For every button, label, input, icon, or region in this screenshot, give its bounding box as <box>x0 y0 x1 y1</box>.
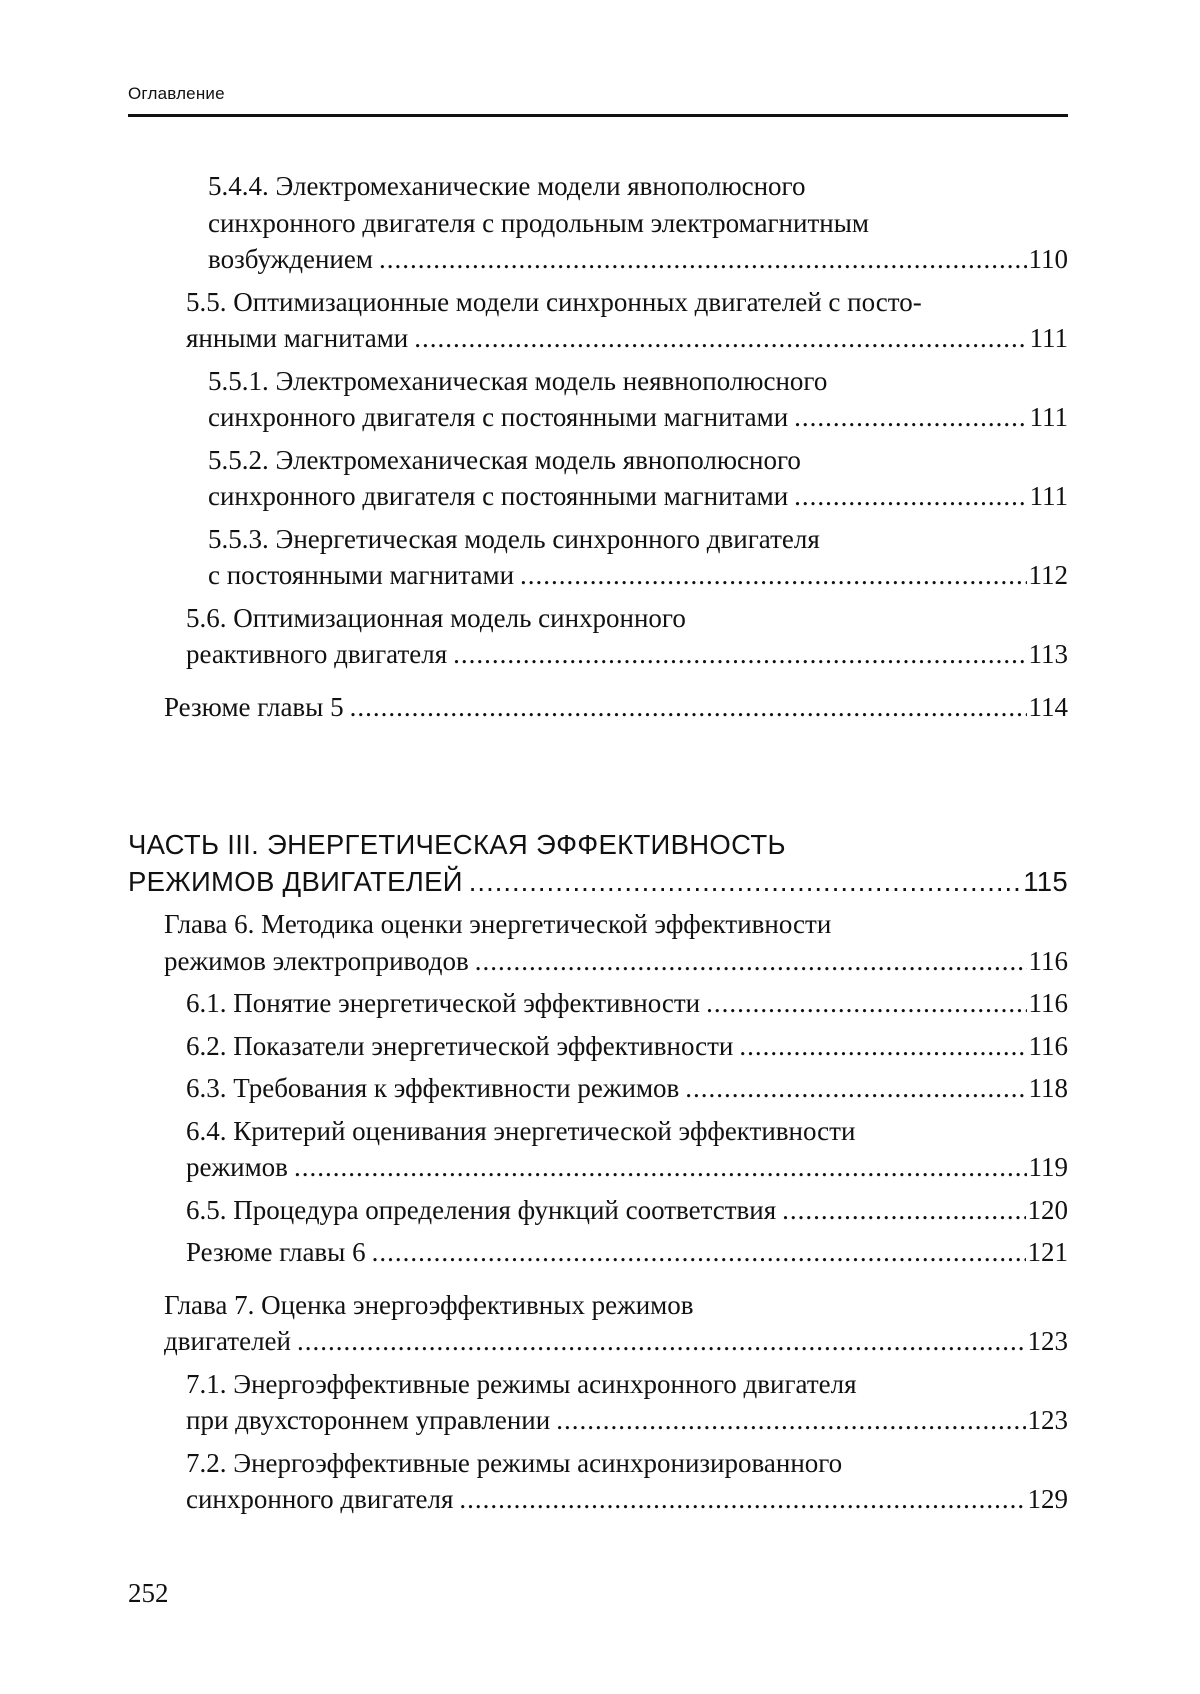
toc-entry-title-line: 7.2. Энергоэффективные режимы асинхронизированного <box>186 1447 843 1478</box>
toc-entry-title-last: 6.1. Понятие энергетической эффективности <box>186 988 701 1018</box>
toc-entry-7-2[interactable] <box>128 1445 1068 1518</box>
toc-entry-title-line: 5.5.2. Электромеханическая модель явнополюсного <box>208 444 801 475</box>
toc-entry-5-5[interactable] <box>128 284 1068 357</box>
dot-leader <box>294 1149 1027 1186</box>
toc-entry-6-4[interactable] <box>128 1113 1068 1186</box>
toc-page-number: 118 <box>1028 1073 1068 1103</box>
toc-entry-5-5-3[interactable] <box>128 521 1068 594</box>
dot-leader <box>685 1070 1026 1107</box>
dot-leader <box>350 689 1027 726</box>
toc-page-number: 115 <box>1023 865 1068 897</box>
toc-entry-title-last: янными магнитами <box>186 323 409 353</box>
toc-page-number: 123 <box>1027 1405 1068 1435</box>
toc-page-number: 114 <box>1028 691 1068 722</box>
dot-leader <box>794 478 1027 515</box>
toc-entry-chapter-7[interactable] <box>128 1287 1068 1360</box>
dot-leader <box>459 1481 1025 1518</box>
toc-entry-chapter-6[interactable] <box>128 906 1068 979</box>
running-head: Оглавление <box>128 84 225 103</box>
toc-entry-title-line: 5.5. Оптимизационные модели синхронных двигателей с посто- <box>186 286 922 317</box>
toc-entry-7-1[interactable] <box>128 1366 1068 1439</box>
toc-entry-title-last: при двухстороннем управлении <box>186 1405 551 1435</box>
toc-entry-title-line: ЧАСТЬ III. ЭНЕРГЕТИЧЕСКАЯ ЭФФЕКТИВНОСТЬ <box>128 829 786 860</box>
toc-entry-title-line: синхронного двигателя с продольным электромагнитным <box>208 207 869 238</box>
toc-page-number: 116 <box>1028 945 1068 976</box>
toc-entry-6-5[interactable] <box>128 1192 1068 1229</box>
toc-entry-summary-5[interactable] <box>128 689 1068 726</box>
toc-entry-title-last: 6.3. Требования к эффективности режимов <box>186 1073 680 1103</box>
dot-leader <box>794 399 1027 436</box>
dot-leader <box>706 985 1026 1022</box>
toc-page-number: 121 <box>1027 1237 1068 1267</box>
toc-entry-title-last: 6.5. Процедура определения функций соответствия <box>186 1194 777 1225</box>
toc-entry-6-3[interactable] <box>128 1070 1068 1107</box>
toc-entry-title-last: 6.2. Показатели энергетической эффективности <box>186 1030 734 1061</box>
toc-page-number: 116 <box>1028 988 1068 1018</box>
toc-entry-title-line: 5.4.4. Электромеханические модели явнополюсного <box>208 171 806 201</box>
table-of-contents <box>128 168 1068 1524</box>
dot-leader <box>556 1402 1025 1439</box>
toc-entry-5-6[interactable] <box>128 600 1068 673</box>
toc-entry-5-5-1[interactable] <box>128 363 1068 436</box>
dot-leader <box>414 320 1027 357</box>
toc-page-number: 112 <box>1028 560 1068 590</box>
toc-entry-title-line: Глава 6. Методика оценки энергетической эффективности <box>164 909 832 939</box>
header-rule <box>128 114 1068 117</box>
dot-leader <box>469 864 1021 901</box>
toc-entry-title-last: двигателей <box>164 1326 291 1356</box>
dot-leader <box>782 1192 1025 1229</box>
toc-entry-title-last: синхронного двигателя <box>186 1484 454 1514</box>
toc-page-number: 113 <box>1028 639 1068 669</box>
toc-entry-title-line: 6.4. Критерий оценивания энергетической эффективности <box>186 1115 856 1146</box>
toc-entry-part-3[interactable] <box>128 827 1068 900</box>
toc-entry-title-line: 7.1. Энергоэффективные режимы асинхронного двигателя <box>186 1368 857 1399</box>
toc-page-number: 123 <box>1027 1326 1068 1356</box>
dot-leader <box>372 1234 1026 1271</box>
toc-page-number: 116 <box>1028 1030 1068 1061</box>
toc-entry-title-last: синхронного двигателя с постоянными магнитами <box>208 402 789 432</box>
toc-entry-title-last: возбуждением <box>208 244 373 274</box>
toc-page-number: 119 <box>1028 1152 1068 1182</box>
page-number: 252 <box>128 1578 169 1608</box>
dot-leader <box>739 1028 1026 1065</box>
dot-leader <box>379 241 1027 278</box>
toc-entry-title-last: Резюме главы 5 <box>164 691 344 722</box>
toc-entry-title-last: синхронного двигателя с постоянными магнитами <box>208 481 789 511</box>
toc-entry-title-last: РЕЖИМОВ ДВИГАТЕЛЕЙ <box>128 865 463 897</box>
toc-entry-5-4-4[interactable] <box>128 168 1068 278</box>
toc-page-number: 111 <box>1029 402 1068 432</box>
toc-entry-title-line: 5.5.3. Энергетическая модель синхронного двигателя <box>208 523 820 554</box>
toc-entry-summary-6[interactable] <box>128 1234 1068 1271</box>
dot-leader <box>475 943 1027 980</box>
toc-entry-title-line: 5.5.1. Электромеханическая модель неявнополюсного <box>208 365 828 396</box>
toc-entry-title-line: Глава 7. Оценка энергоэффективных режимов <box>164 1289 694 1320</box>
toc-page-number: 110 <box>1028 244 1068 274</box>
toc-entry-title-last: режимов <box>186 1152 288 1182</box>
dot-leader <box>297 1323 1026 1360</box>
toc-page-number: 111 <box>1029 323 1068 353</box>
dot-leader <box>520 557 1026 594</box>
toc-entry-title-last: режимов электроприводов <box>164 945 469 976</box>
toc-page-number: 111 <box>1029 481 1068 511</box>
toc-entry-6-2[interactable] <box>128 1028 1068 1065</box>
dot-leader <box>453 636 1026 673</box>
toc-entry-title-line: 5.6. Оптимизационная модель синхронного <box>186 602 686 633</box>
toc-entry-5-5-2[interactable] <box>128 442 1068 515</box>
toc-entry-title-last: реактивного двигателя <box>186 639 448 669</box>
toc-entry-6-1[interactable] <box>128 985 1068 1022</box>
toc-page-number: 129 <box>1027 1484 1068 1514</box>
toc-page-number: 120 <box>1027 1194 1068 1225</box>
toc-entry-title-last: Резюме главы 6 <box>186 1237 366 1267</box>
toc-entry-title-last: с постоянными магнитами <box>208 560 515 590</box>
